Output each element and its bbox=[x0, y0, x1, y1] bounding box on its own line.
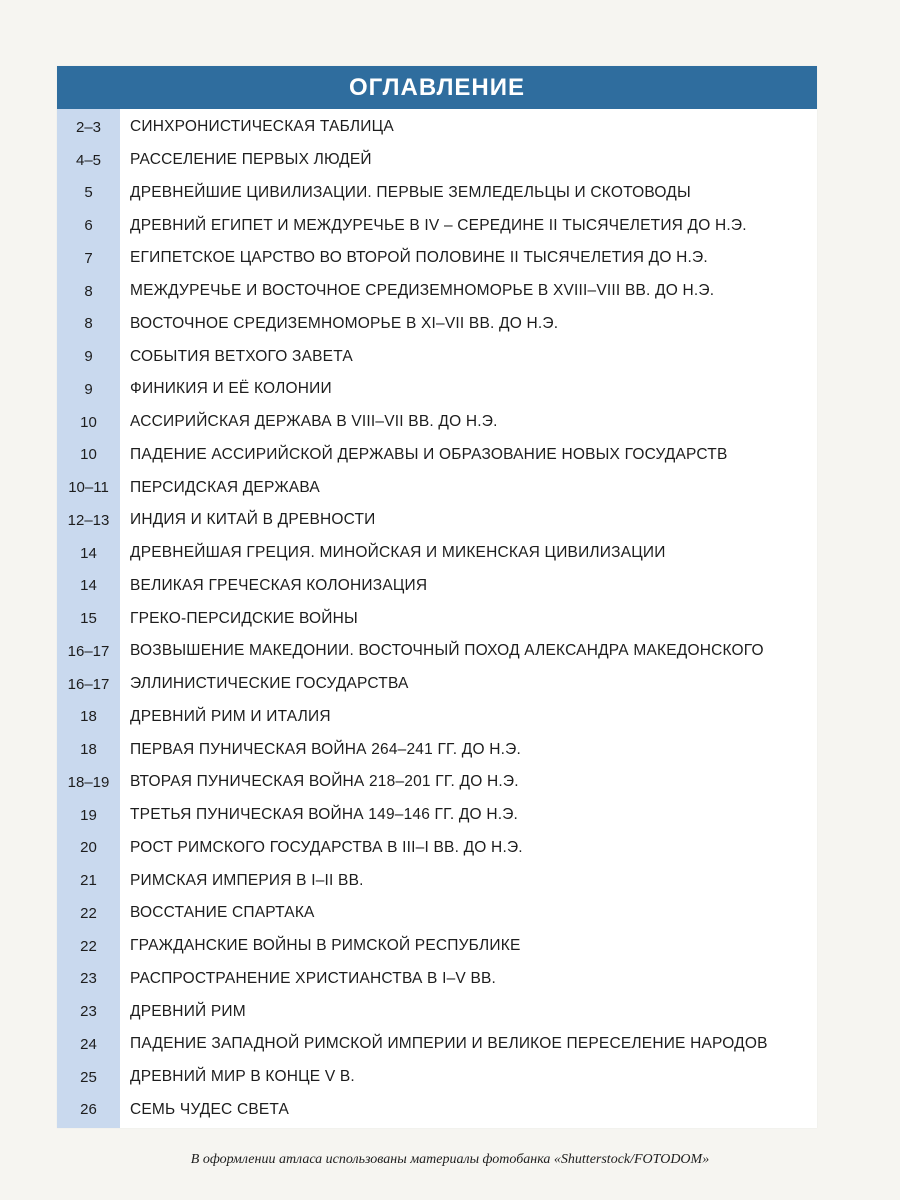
toc-entry-page: 16–17 bbox=[67, 642, 110, 660]
toc-entry[interactable] bbox=[57, 406, 817, 439]
toc-entry-page: 23 bbox=[80, 1003, 97, 1021]
toc-entry[interactable] bbox=[57, 177, 817, 210]
toc-entry-title: ПЕРСИДСКАЯ ДЕРЖАВА bbox=[130, 478, 320, 496]
toc-entry-page: 23 bbox=[80, 970, 97, 988]
toc-entry-title: МЕЖДУРЕЧЬЕ И ВОСТОЧНОЕ СРЕДИЗЕМНОМОРЬЕ В XVIII–VIII ВВ. ДО Н.Э. bbox=[130, 282, 715, 300]
photo-credit: В оформлении атласа использованы материалы фотобанка «Shutterstock/FOTODOM» bbox=[190, 1152, 710, 1167]
toc-entry-title: ДРЕВНИЙ РИМ bbox=[130, 1002, 246, 1020]
toc-entry-page: 18 bbox=[80, 741, 97, 759]
toc-entry-page: 9 bbox=[84, 380, 93, 398]
toc-entry[interactable] bbox=[57, 504, 817, 537]
toc-entry-page: 15 bbox=[80, 610, 97, 628]
toc-entry-title: РАСПРОСТРАНЕНИЕ ХРИСТИАНСТВА В I–V ВВ. bbox=[130, 969, 497, 987]
toc-entry-title: СИНХРОНИСТИЧЕСКАЯ ТАБЛИЦА bbox=[130, 118, 394, 136]
toc-entry[interactable] bbox=[57, 144, 817, 177]
toc-entry-title: ДРЕВНЕЙШИЕ ЦИВИЛИЗАЦИИ. ПЕРВЫЕ ЗЕМЛЕДЕЛЬЦЫ И СКОТОВОДЫ bbox=[130, 183, 691, 201]
toc-entry[interactable] bbox=[57, 439, 817, 472]
toc-entry[interactable] bbox=[57, 275, 817, 308]
toc-entry[interactable] bbox=[57, 308, 817, 341]
toc-entry-page: 14 bbox=[80, 544, 97, 562]
toc-title: ОГЛАВЛЕНИЕ bbox=[57, 66, 817, 109]
toc-entry[interactable] bbox=[57, 668, 817, 701]
toc-entry-title: СОБЫТИЯ ВЕТХОГО ЗАВЕТА bbox=[130, 347, 353, 365]
toc-entry[interactable] bbox=[57, 602, 817, 635]
toc-entry-title: ЭЛЛИНИСТИЧЕСКИЕ ГОСУДАРСТВА bbox=[130, 675, 409, 693]
toc-entry-title: ВОСТОЧНОЕ СРЕДИЗЕМНОМОРЬЕ В XI–VII ВВ. ДО Н.Э. bbox=[130, 314, 559, 332]
toc-entry-page: 10 bbox=[80, 446, 97, 464]
toc-entry-page: 7 bbox=[84, 249, 93, 267]
toc-entry[interactable] bbox=[57, 635, 817, 668]
toc-entry-title: РОСТ РИМСКОГО ГОСУДАРСТВА В III–I ВВ. ДО Н.Э. bbox=[130, 838, 523, 856]
toc-entry-title: ДРЕВНИЙ МИР В КОНЦЕ V В. bbox=[130, 1068, 355, 1086]
toc-entry-title: РИМСКАЯ ИМПЕРИЯ В I–II ВВ. bbox=[130, 871, 364, 889]
toc-entry-page: 18–19 bbox=[67, 773, 110, 791]
toc-entry[interactable] bbox=[57, 1028, 817, 1061]
toc-entry-page: 18 bbox=[80, 708, 97, 726]
toc-entry-title: ВТОРАЯ ПУНИЧЕСКАЯ ВОЙНА 218–201 ГГ. ДО Н.Э. bbox=[130, 773, 519, 791]
toc-entry-title: ИНДИЯ И КИТАЙ В ДРЕВНОСТИ bbox=[130, 511, 376, 529]
toc-entry[interactable] bbox=[57, 864, 817, 897]
toc-entry-page: 2–3 bbox=[75, 118, 102, 136]
toc-entry[interactable] bbox=[57, 799, 817, 832]
toc-entry-page: 10–11 bbox=[68, 479, 109, 497]
toc-entry[interactable] bbox=[57, 832, 817, 865]
toc-entry-page: 21 bbox=[80, 872, 97, 890]
toc-entry-title: АССИРИЙСКАЯ ДЕРЖАВА В VIII–VII ВВ. ДО Н.Э. bbox=[130, 413, 498, 431]
toc-entry-title: СЕМЬ ЧУДЕС СВЕТА bbox=[130, 1100, 290, 1118]
toc-entry-page: 9 bbox=[84, 348, 93, 366]
toc-entry[interactable] bbox=[57, 963, 817, 996]
toc-entry[interactable] bbox=[57, 471, 817, 504]
toc-entry[interactable] bbox=[57, 340, 817, 373]
toc-entry-title: ТРЕТЬЯ ПУНИЧЕСКАЯ ВОЙНА 149–146 ГГ. ДО Н.Э. bbox=[130, 806, 519, 824]
toc-entry[interactable] bbox=[57, 995, 817, 1028]
toc-entry[interactable] bbox=[57, 1094, 817, 1127]
toc-entry-title: ВОССТАНИЕ СПАРТАКА bbox=[130, 904, 315, 922]
toc-entry-page: 26 bbox=[80, 1101, 97, 1119]
toc-entry-title: ГРЕКО-ПЕРСИДСКИЕ ВОЙНЫ bbox=[130, 609, 358, 627]
toc-entry-page: 5 bbox=[84, 184, 93, 202]
toc-body bbox=[57, 109, 817, 1128]
toc-entry-page: 25 bbox=[80, 1068, 97, 1086]
toc-entry-page: 24 bbox=[80, 1035, 97, 1053]
toc-entry-title: ПЕРВАЯ ПУНИЧЕСКАЯ ВОЙНА 264–241 ГГ. ДО Н.Э. bbox=[130, 740, 521, 758]
toc-entry-page: 20 bbox=[80, 839, 97, 857]
toc-entry-title: ПАДЕНИЕ АССИРИЙСКОЙ ДЕРЖАВЫ И ОБРАЗОВАНИЕ НОВЫХ ГОСУДАРСТВ bbox=[130, 445, 728, 463]
toc-entry[interactable] bbox=[57, 701, 817, 734]
toc-entry-title: ПАДЕНИЕ ЗАПАДНОЙ РИМСКОЙ ИМПЕРИИ И ВЕЛИКОЕ ПЕРЕСЕЛЕНИЕ НАРОДОВ bbox=[130, 1035, 768, 1053]
toc-entry-page: 4–5 bbox=[75, 151, 102, 169]
toc-entry[interactable] bbox=[57, 1061, 817, 1094]
toc-entry-page: 8 bbox=[84, 315, 93, 333]
toc-list bbox=[57, 109, 817, 1126]
toc-entry-page: 22 bbox=[80, 904, 97, 922]
toc-entry-title: ФИНИКИЯ И ЕЁ КОЛОНИИ bbox=[130, 380, 332, 398]
toc-entry-page: 14 bbox=[80, 577, 97, 595]
toc-entry[interactable] bbox=[57, 570, 817, 603]
toc-entry-title: ВОЗВЫШЕНИЕ МАКЕДОНИИ. ВОСТОЧНЫЙ ПОХОД АЛЕКСАНДРА МАКЕДОНСКОГО bbox=[130, 642, 764, 660]
toc-entry-title: ДРЕВНИЙ РИМ И ИТАЛИЯ bbox=[130, 707, 331, 725]
toc-entry[interactable] bbox=[57, 766, 817, 799]
toc-entry[interactable] bbox=[57, 897, 817, 930]
toc-entry-title: ДРЕВНИЙ ЕГИПЕТ И МЕЖДУРЕЧЬЕ В IV – СЕРЕДИНЕ II ТЫСЯЧЕЛЕТИЯ ДО Н.Э. bbox=[130, 216, 747, 234]
toc-entry[interactable] bbox=[57, 733, 817, 766]
toc-entry[interactable] bbox=[57, 242, 817, 275]
table-of-contents bbox=[57, 66, 817, 1128]
toc-entry[interactable] bbox=[57, 111, 817, 144]
toc-entry-page: 8 bbox=[84, 282, 93, 300]
toc-entry-title: ВЕЛИКАЯ ГРЕЧЕСКАЯ КОЛОНИЗАЦИЯ bbox=[130, 576, 428, 594]
toc-entry[interactable] bbox=[57, 537, 817, 570]
toc-entry-title: ГРАЖДАНСКИЕ ВОЙНЫ В РИМСКОЙ РЕСПУБЛИКЕ bbox=[130, 937, 521, 955]
toc-entry-title: ДРЕВНЕЙШАЯ ГРЕЦИЯ. МИНОЙСКАЯ И МИКЕНСКАЯ ЦИВИЛИЗАЦИИ bbox=[130, 544, 666, 562]
toc-entry[interactable] bbox=[57, 209, 817, 242]
toc-entry-page: 12–13 bbox=[67, 511, 110, 529]
toc-entry-page: 6 bbox=[84, 217, 93, 235]
toc-entry-page: 10 bbox=[80, 413, 97, 431]
toc-entry-page: 16–17 bbox=[67, 675, 110, 693]
toc-entry[interactable] bbox=[57, 930, 817, 963]
toc-entry-title: ЕГИПЕТСКОЕ ЦАРСТВО ВО ВТОРОЙ ПОЛОВИНЕ II ТЫСЯЧЕЛЕТИЯ ДО Н.Э. bbox=[130, 249, 708, 267]
toc-entry-page: 19 bbox=[80, 806, 97, 824]
toc-entry[interactable] bbox=[57, 373, 817, 406]
toc-entry-page: 22 bbox=[80, 937, 97, 955]
toc-entry-title: РАССЕЛЕНИЕ ПЕРВЫХ ЛЮДЕЙ bbox=[130, 151, 372, 169]
